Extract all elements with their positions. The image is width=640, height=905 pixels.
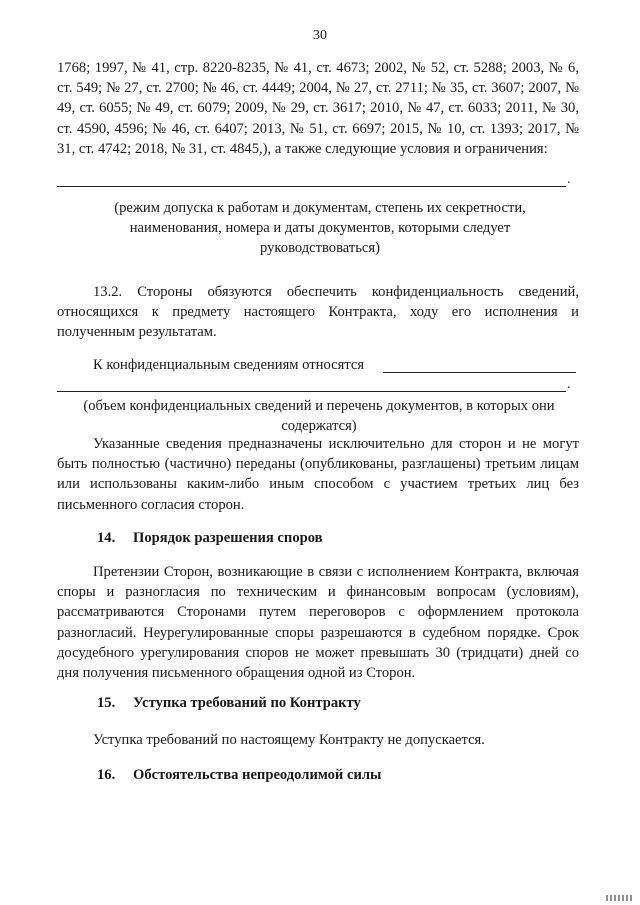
disclosure-paragraph: Указанные сведения предназначены исключительно для сторон и не могут быть полностью (частично) переданы (опубликованы, разглашены) третьим лицам или использованы каким-либо иным способом с участием третьих лиц без письменного согласия сторон. bbox=[57, 436, 579, 513]
fill-in-line-conditions bbox=[57, 186, 566, 187]
fill-in-line-confidential-1 bbox=[383, 372, 576, 373]
confidential-label: К конфиденциальным сведениям относятся bbox=[93, 357, 365, 373]
section-16-title: Обстоятельства непреодолимой силы bbox=[133, 767, 382, 783]
secrecy-caption: (режим допуска к работам и документам, степень их секретности, наименования, номера и даты документов, которыми следует руководствоваться) bbox=[114, 200, 526, 256]
section-15-title: Уступка требований по Контракту bbox=[133, 695, 361, 711]
section-16-number: 16. bbox=[97, 767, 116, 783]
clause-13-2: 13.2. Стороны обязуются обеспечить конфиденциальность сведений, относящихся к предмету настоящего Контракта, ходу его исполнения и полученным результатам. bbox=[57, 284, 579, 341]
section-14-title: Порядок разрешения споров bbox=[133, 530, 323, 546]
confidential-caption: (объем конфиденциальных сведений и перечень документов, в которых они содержатся) bbox=[83, 398, 555, 434]
page-number: 30 bbox=[313, 28, 327, 43]
section-15-heading bbox=[97, 695, 361, 712]
section-14-body: Претензии Сторон, возникающие в связи с исполнением Контракта, включая споры и разногласия по техническим и финансовым вопросам (условиям), рассматриваются Сторонами путем переговоров с оформлением протокола разногласий. Неурегулированные споры разрешаются в судебном порядке. Срок досудебного урегулирования споров не может превышать 30 (тридцати) дней со дня получения письменного обращения одной из Сторон. bbox=[57, 564, 579, 682]
fill-in-line-confidential-2 bbox=[57, 391, 566, 392]
fill-in-line-period-2: . bbox=[567, 377, 571, 392]
section-16-heading bbox=[97, 767, 381, 784]
section-14-number: 14. bbox=[97, 530, 116, 546]
scan-mark bbox=[606, 895, 634, 901]
fill-in-line-period: . bbox=[567, 172, 571, 187]
intro-paragraph: 1768; 1997, № 41, стр. 8220-8235, № 41, ст. 4673; 2002, № 52, ст. 5288; 2003, № 6, ст. 549; № 27, ст. 2700; № 46, ст. 4449; 2004, № 27, ст. 2711; № 35, ст. 3607; 2007, № 49, ст. 6055; № 49, ст. 6079; 2009, № 29, ст. 3617; 2010, № 47, ст. 6033; 2011, № 30, ст. 4590, 4596; № 46, ст. 6407; 2013, № 51, ст. 6697; 2015, № 10, ст. 1393; 2017, № 31, ст. 4742; 2018, № 31, ст. 4845,), а также следующие условия и ограничения: bbox=[57, 60, 579, 157]
section-14-heading bbox=[97, 530, 323, 547]
section-15-body: Уступка требований по настоящему Контракту не допускается. bbox=[93, 732, 485, 748]
section-15-number: 15. bbox=[97, 695, 116, 711]
